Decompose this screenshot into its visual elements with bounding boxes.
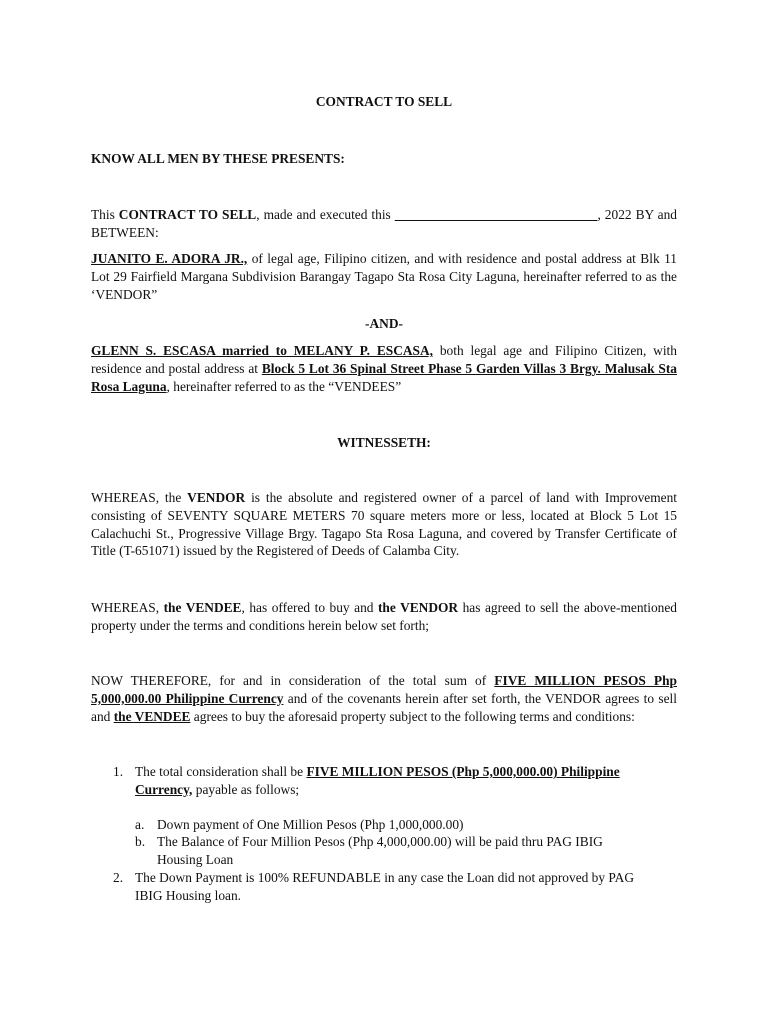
opening-heading: KNOW ALL MEN BY THESE PRESENTS: xyxy=(91,151,345,166)
vendor-name: JUANITO E. ADORA JR., xyxy=(91,251,248,266)
terms-list xyxy=(91,763,651,905)
vendee-address: Block 5 Lot 36 Spinal Street Phase 5 Garden Villas 3 Brgy. Malusak Sta Rosa Laguna xyxy=(91,360,677,394)
payment-item-a: a. Down payment of One Million Pesos (Php 1,000,000.00) xyxy=(135,816,464,832)
whereas-paragraph-1: WHEREAS, the VENDOR is the absolute and registered owner of a parcel of land with Improvement consisting of SEVENTY SQUARE METERS 70 square meters more or less, located at Block 5 Lot 15 Calachuchi St., Progressive Village Brgy. Tagapo Sta Rosa Laguna, and covered by Transfer Certificate of Title (T-651071) issued by the Registered of Deeds of Calamba City. xyxy=(91,490,677,559)
witnesseth-heading: WITNESSETH: xyxy=(337,435,431,450)
date-blank xyxy=(395,207,598,222)
consideration-amount: FIVE MILLION PESOS Php 5,000,000.00 Philippine Currency xyxy=(91,673,678,706)
intro-paragraph: This CONTRACT TO SELL, made and executed this , 2022 BY and BETWEEN: xyxy=(91,207,677,240)
payment-schedule xyxy=(135,816,651,869)
document-title: CONTRACT TO SELL xyxy=(315,94,453,109)
term-item-2: 2. The Down Payment is 100% REFUNDABLE in any case the Loan did not approved by PAG IBIG Housing loan. xyxy=(113,869,634,903)
now-therefore-paragraph: NOW THEREFORE, for and in consideration of the total sum of FIVE MILLION PESOS Php 5,000,000.00 Philippine Currency and of the covenants herein after set forth, the VENDOR agrees to sell and the VENDEE agrees to buy the aforesaid property subject to the following terms and conditions: xyxy=(91,673,678,724)
and-separator: -AND- xyxy=(365,316,403,331)
total-consideration: FIVE MILLION PESOS (Php 5,000,000.00) Philippine Currency, xyxy=(135,764,620,797)
whereas-paragraph-2: WHEREAS, the VENDEE, has offered to buy and the VENDOR has agreed to sell the above-mentioned property under the terms and conditions herein below set forth; xyxy=(91,600,677,633)
payment-item-b: b. The Balance of Four Million Pesos (Php 4,000,000.00) will be paid thru PAG IBIG Housing Loan xyxy=(135,834,603,868)
vendee-name: GLENN S. ESCASA married to MELANY P. ESCASA, xyxy=(91,343,433,358)
term-item-1: 1. The total consideration shall be FIVE MILLION PESOS (Php 5,000,000.00) Philippine Currency, payable as follows; a. Down payment of One Million Pesos (Php 1,000,000.00) b. The Balance of Four Million Pesos (Php 4,000,000.00) will be paid thru PAG IBIG Housing Loan xyxy=(91,763,651,869)
vendee-paragraph: GLENN S. ESCASA married to MELANY P. ESCASA, both legal age and Filipino Citizen, with residence and postal address at Block 5 Lot 36 Spinal Street Phase 5 Garden Villas 3 Brgy. Malusak Sta Rosa Laguna, hereinafter referred to as the “VENDEES” xyxy=(91,343,677,394)
vendor-paragraph: JUANITO E. ADORA JR., of legal age, Filipino citizen, and with residence and postal address at Blk 11 Lot 29 Fairfield Margana Subdivision Barangay Tagapo Sta Rosa City Laguna, hereinafter referred to as the ‘VENDOR” xyxy=(91,251,677,302)
